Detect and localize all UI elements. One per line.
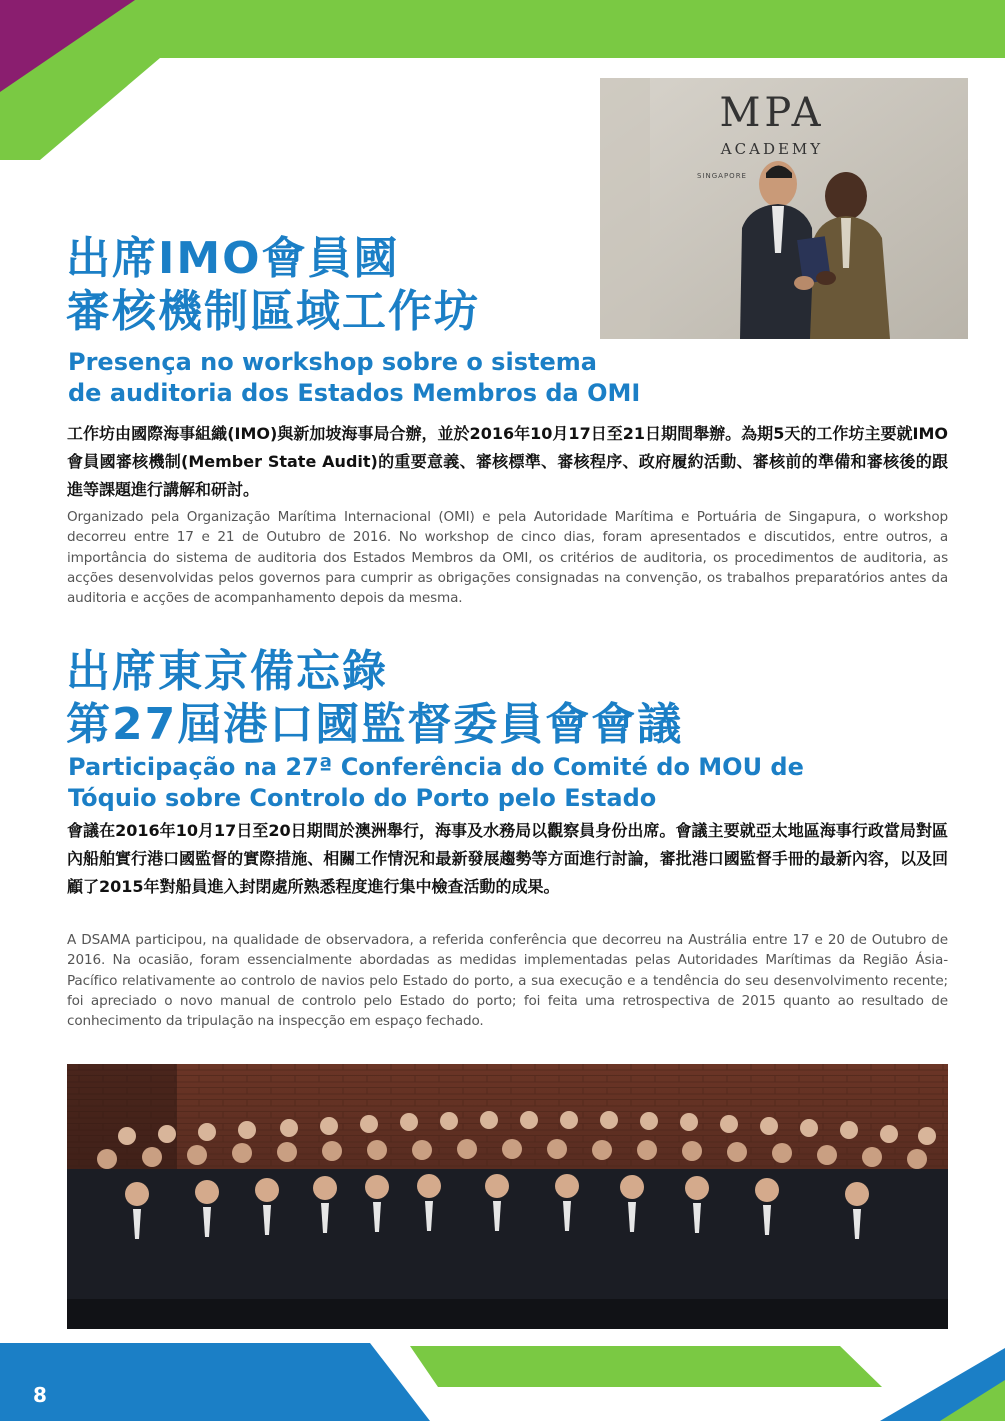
mpa-academy-photo (600, 78, 968, 339)
page-number: 8 (33, 1383, 47, 1407)
section1-title-pt-line2: de auditoria dos Estados Membros da OMI (68, 379, 641, 407)
section1-title-zh-line1: 出席IMO會員國 (66, 233, 400, 284)
sign-academy: ACADEMY (720, 140, 824, 158)
section2-title-zh (66, 645, 683, 751)
sign-singapore: SINGAPORE (697, 172, 747, 180)
section1-title-zh-line2: 審核機制區域工作坊 (66, 286, 480, 337)
group-photo (67, 1064, 948, 1329)
footer-green-band (410, 1346, 882, 1387)
sign-mpa: MPA (719, 90, 825, 136)
section2-body-zh: 會議在2016年10月17日至20日期間於澳洲舉行，海事及水務局以觀察員身份出席。會議主要就亞太地區海事行政當局對區內船舶實行港口國監督的實際措施、相關工作情況和最新發展趨勢等方面進行討論，審批港口國監督手冊的最新內容，以及回顧了2015年對船員進入封閉處所熟悉程度進行集中檢查活動的成果。 (67, 821, 948, 896)
section1-body-pt: Organizado pela Organização Marítima Internacional (OMI) e pela Autoridade Marítima e Portuária de Singapura, o workshop decorreu entre 17 e 21 de Outubro de 2016. No workshop de cinco dias, foram apresentados e discutidos, entre outros, a importância do sistema de auditoria dos Estados Membros da OMI, os critérios de auditoria, os procedimentos de auditoria, as acções desenvolvidas pelos governos para cumprir as obrigações consignadas na convenção, os trabalhos preparatórios antes da auditoria e acções de acompanhamento depois da mesma. (67, 509, 948, 607)
section1-body-zh: 工作坊由國際海事組織(IMO)與新加坡海事局合辦，並於2016年10月17日至21日期間舉辦。為期5天的工作坊主要就IMO會員國審核機制(Member State Audit)的重要意義、審核標準、審核程序、政府履約活動、審核前的準備和審核後的跟進等課題進行講解和研討。 (67, 424, 948, 499)
section2-body-pt: A DSAMA participou, na qualidade de observadora, a referida conferência que decorreu na Austrália entre 17 e 20 de Outubro de 2016. Na ocasião, foram essencialmente abordadas as medidas implementadas pelas Autoridades Marítimas da Região Ásia-Pacífico relativamente ao controlo de navios pelo Estado do porto, a sua execução e a tendência do seu desenvolvimento recente; foi apreciado o novo manual de controlo pelo Estado do porto; foi feita uma retrospectiva de 2015 quanto ao resultado de conhecimento da tripulação na inspecção em espaço fechado. (67, 932, 948, 1030)
section1-title-pt (68, 347, 640, 409)
footer-blue-band (0, 1343, 430, 1421)
section1-title-pt-line1: Presença no workshop sobre o sistema (68, 348, 597, 376)
section1-title-zh (66, 232, 480, 338)
section2-title-pt-line1: Participação na 27ª Conferência do Comité do MOU de (68, 753, 804, 781)
section2-title-zh-line2: 第27屆港口國監督委員會會議 (66, 699, 684, 750)
section2-title-zh-line1: 出席東京備忘錄 (66, 646, 388, 697)
section2-title-pt-line2: Tóquio sobre Controlo do Porto pelo Estado (68, 784, 657, 812)
section2-title-pt (68, 752, 804, 814)
